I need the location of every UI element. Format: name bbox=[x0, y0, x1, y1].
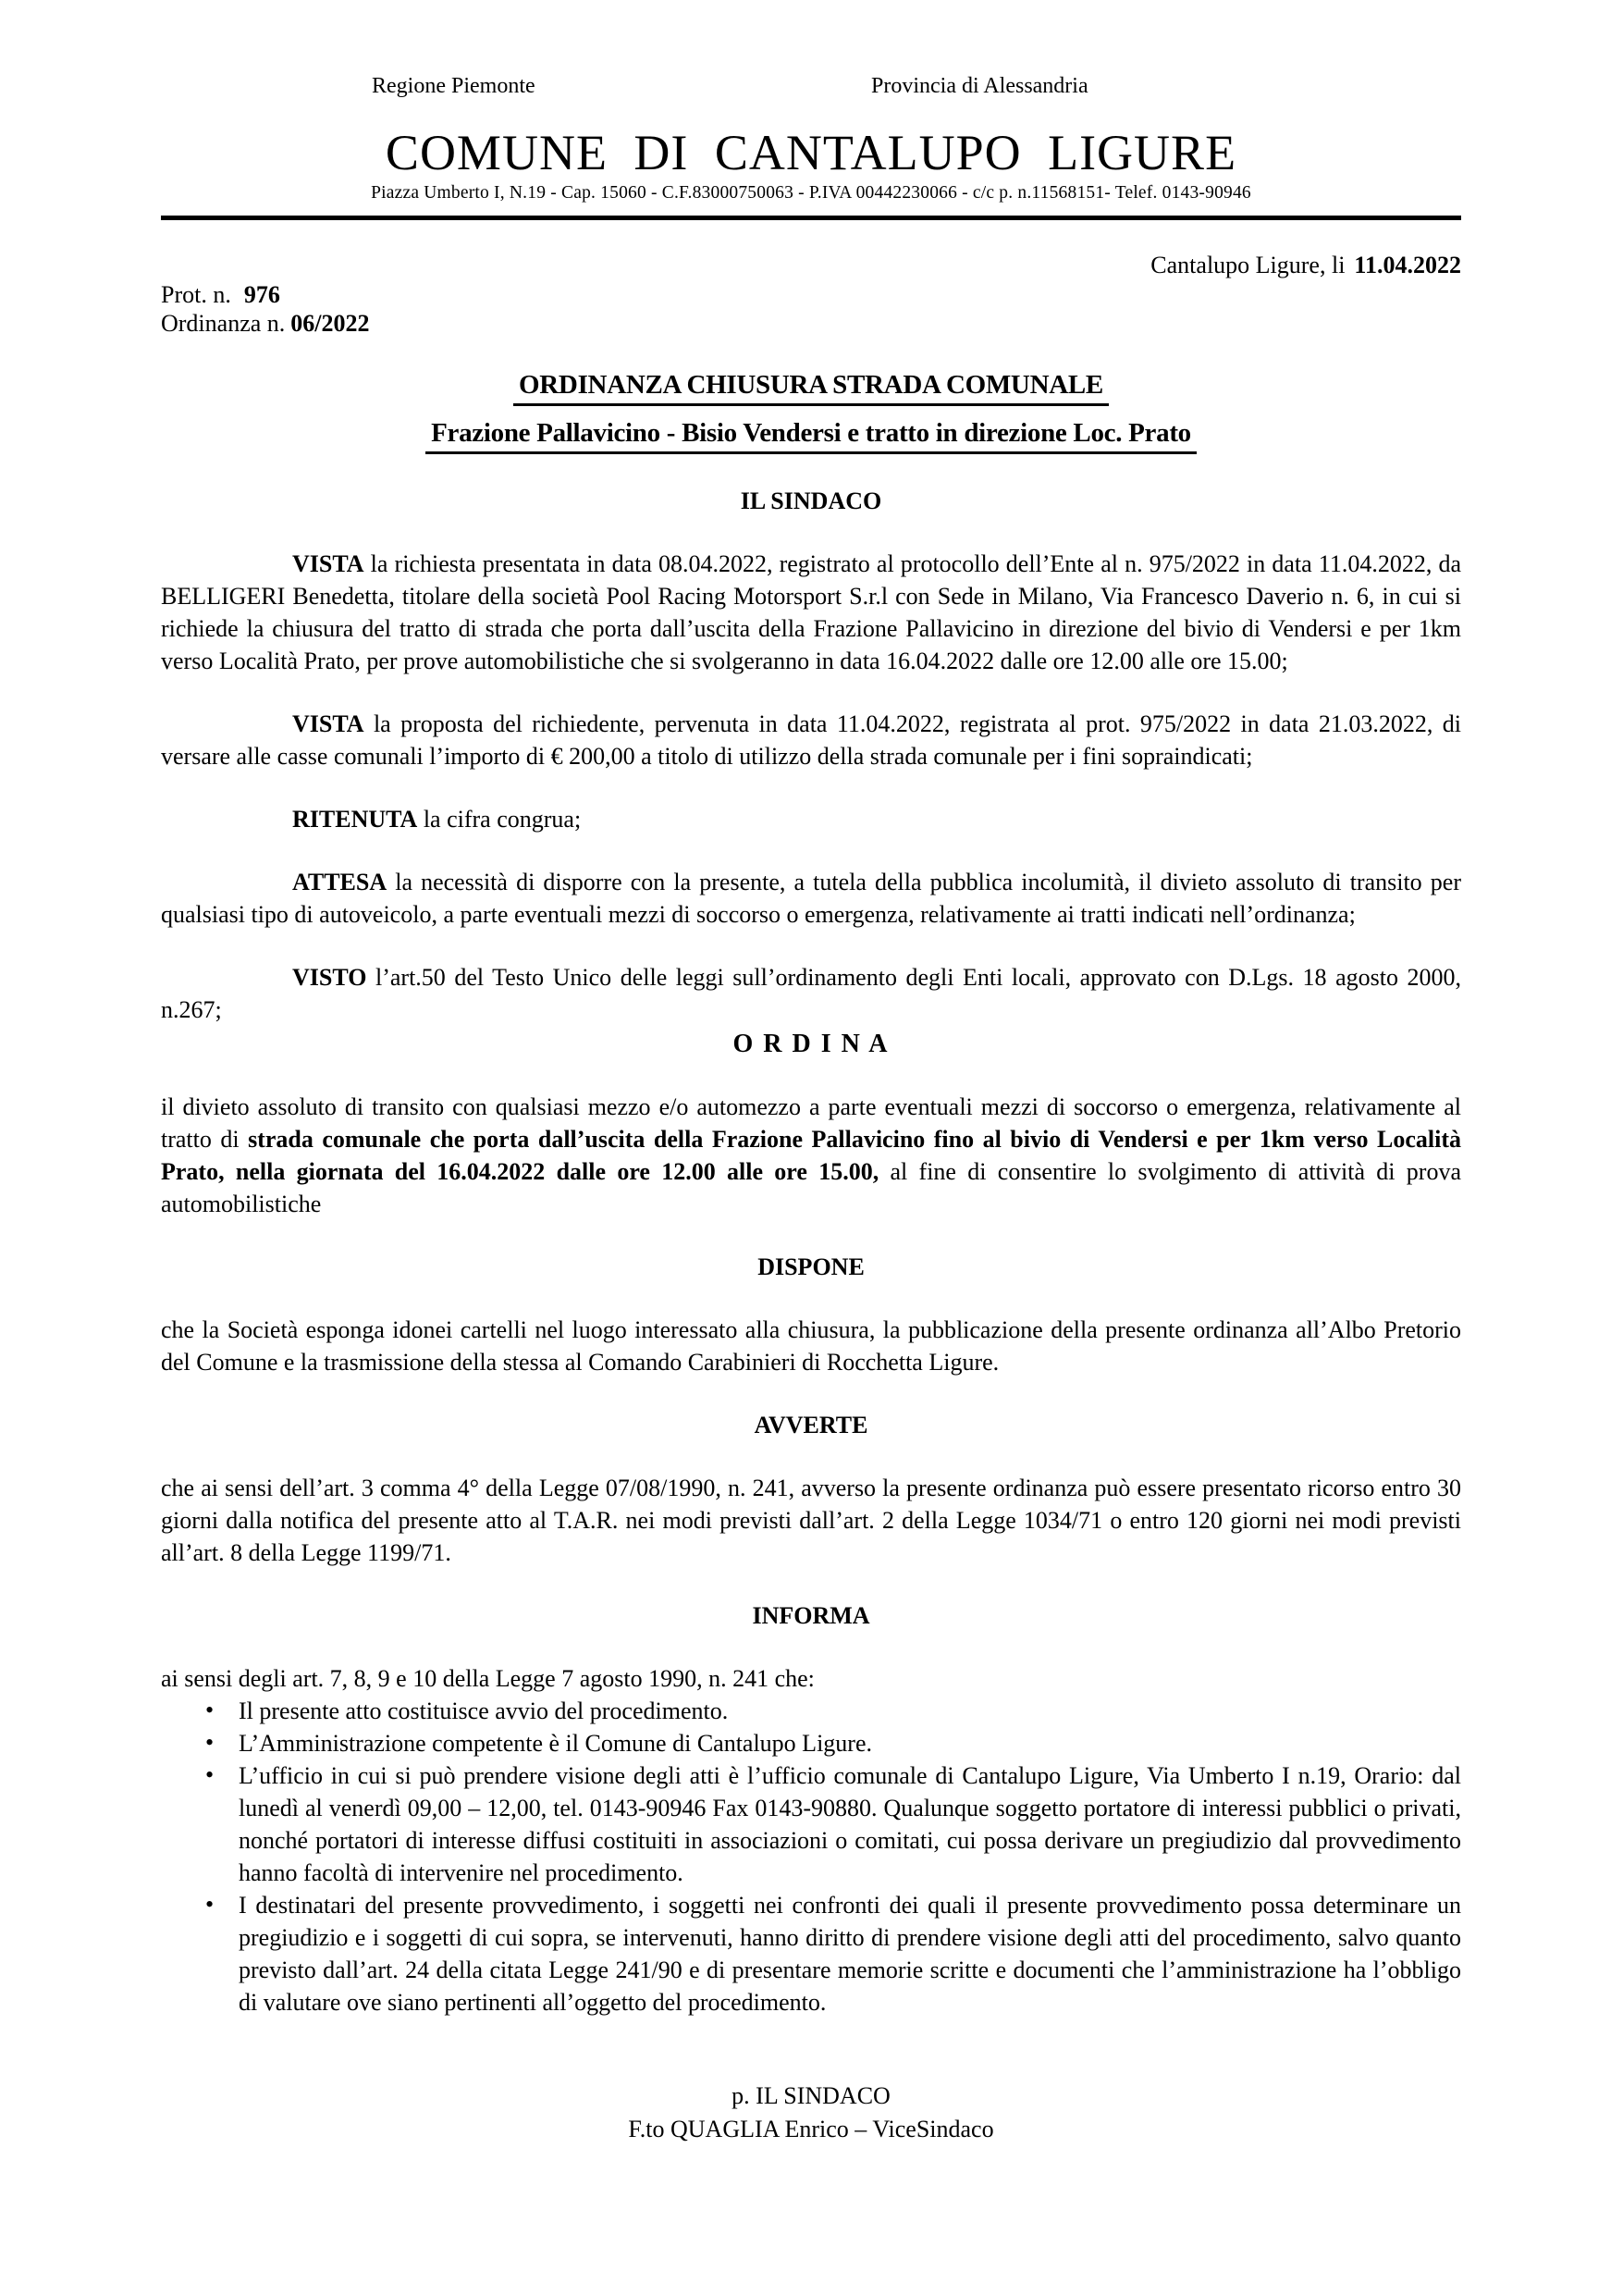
paragraph-vista-richiesta: VISTA la richiesta presentata in data 08.04.2022, registrato al protocollo dell’Ente al n. 975/2022 in data 11.04.2022, da BELLIGERI Benedetta, titolare della società Pool Racing Motorsport S.r.l con Sede in Milano, Via Francesco Daverio n. 6, in cui si richiede la chiusura del tratto di strada che porta dall’uscita della Frazione Pallavicino in direzione del bivio di Vendersi e per 1km verso Località Prato, per prove automobilistiche che si svolgeranno in data 16.04.2022 dalle ore 12.00 alle ore 15.00; bbox=[161, 550, 1461, 674]
heading-il-sindaco: IL SINDACO bbox=[740, 488, 882, 514]
list-item-text: Il presente atto costituisce avvio del procedimento. bbox=[239, 1697, 729, 1724]
paragraph-vista-proposta: VISTA la proposta del richiedente, pervenuta in data 11.04.2022, registrata al prot. 975/2022 in data 21.03.2022, di versare alle casse comunali l’importo di € 200,00 a titolo di utilizzo della strada comunale per i fini sopraindicati; bbox=[161, 710, 1461, 770]
list-item bbox=[161, 1759, 1461, 1889]
bullet-icon: • bbox=[205, 1697, 215, 1723]
prot-number: 976 bbox=[243, 281, 280, 308]
signature-name: F.to QUAGLIA Enrico – ViceSindaco bbox=[628, 2116, 994, 2142]
paragraph-attesa: ATTESA la necessità di disporre con la presente, a tutela della pubblica incolumità, il divieto assoluto di transito per qualsiasi tipo di autoveicolo, a parte eventuali mezzi di soccorso o emergenza, relativamente ai tratti indicati nell’ordinanza; bbox=[161, 869, 1461, 928]
paragraph-ordina: il divieto assoluto di transito con qualsiasi mezzo e/o automezzo a parte eventuali mezzi di soccorso o emergenza, relativamente al tratto di strada comunale che porta dall’uscita della Frazione Pallavicino fino al bivio di Vendersi e per 1km verso Località Prato, nella giornata del 16.04.2022 dalle ore 12.00 alle ore 15.00, al fine di consentire lo svolgimento di attività di prova automobilistiche bbox=[161, 1093, 1461, 1217]
signature-block bbox=[161, 2080, 1461, 2146]
bullet-icon: • bbox=[205, 1761, 215, 1788]
bullet-icon: • bbox=[205, 1729, 215, 1756]
heading-dispone: DISPONE bbox=[757, 1253, 865, 1280]
document-title-line1: ORDINANZA CHIUSURA STRADA COMUNALE bbox=[161, 369, 1461, 406]
paragraph-avverte: che ai sensi dell’art. 3 comma 4° della Legge 07/08/1990, n. 241, avverso la presente ordinanza può essere presentato ricorso entro 30 giorni dalla notifica del presente atto al T.A.R. nei modi previsti dall’art. 2 della Legge 1034/71 o entro 120 giorni nei modi previsti all’art. 8 della Legge 1199/71. bbox=[161, 1475, 1461, 1566]
prot-label: Prot. n. bbox=[161, 281, 231, 308]
header-divider bbox=[161, 216, 1461, 220]
paragraph-ritenuta: RITENUTA la cifra congrua; bbox=[292, 806, 582, 833]
signature-role: p. IL SINDACO bbox=[732, 2082, 891, 2109]
list-item bbox=[161, 1695, 1461, 1727]
heading-avverte: AVVERTE bbox=[754, 1412, 868, 1438]
heading-ordina: O R D I N A bbox=[732, 1030, 890, 1058]
region-label: Regione Piemonte bbox=[372, 74, 535, 98]
ordinance-line bbox=[161, 309, 1461, 338]
list-item bbox=[161, 1727, 1461, 1759]
bullet-icon: • bbox=[205, 1891, 215, 1918]
province-label: Provincia di Alessandria bbox=[871, 74, 1088, 98]
paragraph-informa-intro: ai sensi degli art. 7, 8, 9 e 10 della Legge 7 agosto 1990, n. 241 che: bbox=[161, 1665, 815, 1692]
informa-bullet-list bbox=[161, 1695, 1461, 2018]
list-item-text: I destinatari del presente provvedimento, i soggetti nei confronti dei quali il presente provvedimento possa determinare un pregiudizio e i soggetti di cui sopra, se intervenuti, hanno diritto di prendere visione degli atti del procedimento, salvo quanto previsto dall’art. 24 della citata Legge 241/90 e di presentare memorie scritte e documenti che l’amministrazione ha l’obbligo di valutare ove siano pertinenti all’oggetto del procedimento. bbox=[239, 1892, 1461, 2016]
ordinance-label: Ordinanza n. bbox=[161, 310, 286, 337]
document-date: 11.04.2022 bbox=[1354, 252, 1461, 278]
list-item-text: L’Amministrazione competente è il Comune di Cantalupo Ligure. bbox=[239, 1730, 872, 1757]
municipality-address: Piazza Umberto I, N.19 - Cap. 15060 - C.F.83000750063 - P.IVA 00442230066 - c/c p. n.11568151- Telef. 0143-90946 bbox=[371, 183, 1251, 203]
list-item-text: L’ufficio in cui si può prendere visione degli atti è l’ufficio comunale di Cantalupo Ligure, Via Umberto I n.19, Orario: dal lunedì al venerdì 09,00 – 12,00, tel. 0143-90946 Fax 0143-90880. Qualunque soggetto portatore di interessi pubblici o privati, nonché portatori di interesse diffusi costituiti in associazioni o comitati, cui possa derivare un pregiudizio dal provvedimento hanno facoltà di intervenire nel procedimento. bbox=[239, 1762, 1461, 1886]
heading-informa: INFORMA bbox=[752, 1602, 870, 1629]
place-date-line bbox=[161, 251, 1461, 280]
paragraph-dispone: che la Società esponga idonei cartelli nel luogo interessato alla chiusura, la pubblicazione della presente ordinanza all’Albo Pretorio del Comune e la trasmissione della stessa al Comando Carabinieri di Rocchetta Ligure. bbox=[161, 1316, 1461, 1376]
document-title-line2: Frazione Pallavicino - Bisio Vendersi e tratto in direzione Loc. Prato bbox=[161, 417, 1461, 454]
municipality-name: COMUNE DI CANTALUPO LIGURE bbox=[385, 125, 1237, 180]
list-item bbox=[161, 1889, 1461, 2018]
letterhead-top-row bbox=[161, 72, 1461, 102]
place-date-label: Cantalupo Ligure, li bbox=[1150, 252, 1346, 278]
ordinance-number: 06/2022 bbox=[290, 310, 370, 337]
prot-line bbox=[161, 280, 1461, 309]
paragraph-visto: VISTO l’art.50 del Testo Unico delle leggi sull’ordinamento degli Enti locali, approvato con D.Lgs. 18 agosto 2000, n.267; bbox=[161, 964, 1461, 1023]
